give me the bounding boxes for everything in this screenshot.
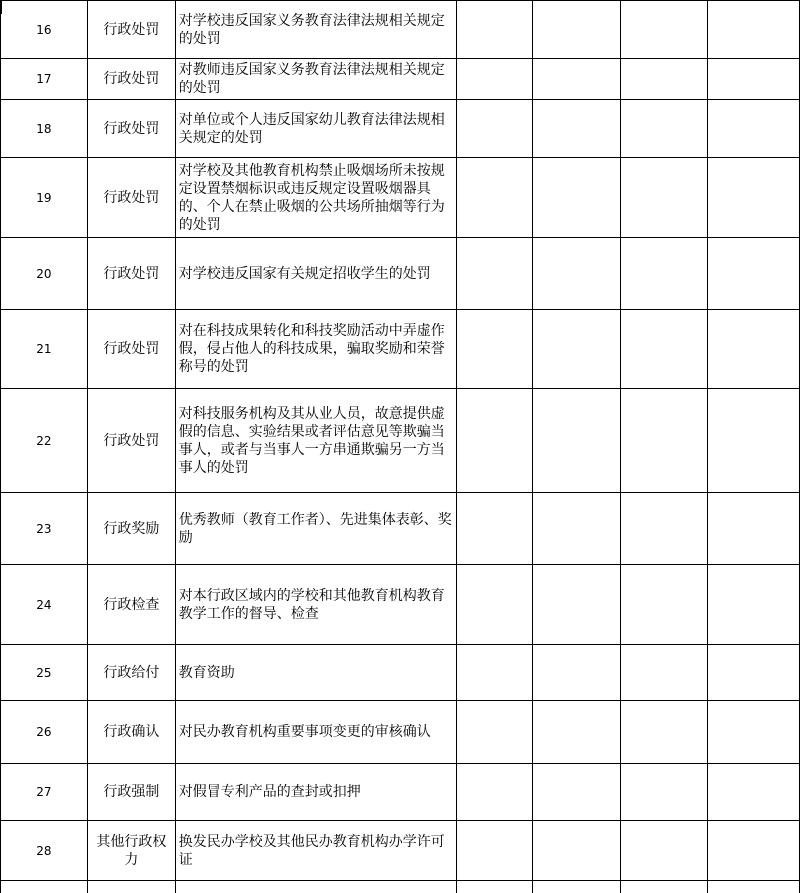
empty-cell[interactable] [621, 565, 708, 645]
empty-cell[interactable] [533, 821, 621, 881]
empty-cell[interactable] [533, 493, 621, 565]
empty-cell[interactable] [533, 565, 621, 645]
empty-cell[interactable] [621, 310, 708, 389]
empty-cell[interactable] [708, 645, 800, 701]
power-type-cell[interactable]: 其他行政权力 [87, 821, 175, 881]
empty-cell[interactable] [457, 764, 533, 821]
power-description-cell[interactable]: 对假冒专利产品的查封或扣押 [175, 764, 457, 821]
empty-cell[interactable] [457, 565, 533, 645]
table-row [1, 493, 800, 565]
empty-cell[interactable] [621, 701, 708, 764]
empty-cell[interactable] [533, 1, 621, 59]
empty-cell[interactable] [621, 764, 708, 821]
power-description-cell[interactable]: 换发民办学校及其他民办教育机构办学许可证 [175, 821, 457, 881]
power-type-cell[interactable]: 行政处罚 [87, 158, 175, 238]
empty-cell[interactable] [621, 493, 708, 565]
table-row [1, 701, 800, 764]
empty-cell[interactable] [457, 389, 533, 493]
empty-cell[interactable] [533, 764, 621, 821]
power-description-cell[interactable]: 对在科技成果转化和科技奖励活动中弄虚作假，侵占他人的科技成果，骗取奖励和荣誉称号的处罚 [175, 310, 457, 389]
empty-cell[interactable] [533, 59, 621, 100]
row-number-cell[interactable]: 22 [1, 389, 88, 493]
empty-cell[interactable] [621, 158, 708, 238]
power-description-cell[interactable]: 对单位或个人违反国家幼儿教育法律法规相关规定的处罚 [175, 100, 457, 158]
table-row [1, 1, 800, 59]
empty-cell[interactable] [621, 100, 708, 158]
table-row [1, 764, 800, 821]
empty-cell[interactable] [533, 100, 621, 158]
empty-cell[interactable] [533, 701, 621, 764]
power-type-cell[interactable]: 行政处罚 [87, 59, 175, 100]
empty-cell[interactable] [708, 493, 800, 565]
power-type-cell[interactable]: 行政给付 [87, 645, 175, 701]
empty-cell[interactable] [533, 645, 621, 701]
empty-cell[interactable] [533, 310, 621, 389]
empty-cell[interactable] [621, 59, 708, 100]
empty-cell[interactable] [175, 881, 457, 893]
table-row [1, 565, 800, 645]
empty-cell[interactable] [621, 645, 708, 701]
empty-cell[interactable] [457, 158, 533, 238]
empty-cell[interactable] [457, 1, 533, 59]
row-number-cell[interactable]: 20 [1, 238, 88, 310]
empty-cell[interactable] [533, 158, 621, 238]
power-description-cell[interactable]: 对学校违反国家有关规定招收学生的处罚 [175, 238, 457, 310]
empty-cell[interactable] [457, 821, 533, 881]
row-number-cell[interactable]: 18 [1, 100, 88, 158]
empty-cell[interactable] [457, 100, 533, 158]
empty-cell[interactable] [708, 238, 800, 310]
empty-cell[interactable] [457, 493, 533, 565]
table-row [1, 881, 800, 893]
table-row [1, 59, 800, 100]
empty-cell[interactable] [621, 389, 708, 493]
row-number-cell[interactable]: 19 [1, 158, 88, 238]
empty-cell[interactable] [533, 389, 621, 493]
power-description-cell[interactable]: 优秀教师（教育工作者）、先进集体表彰、奖励 [175, 493, 457, 565]
power-description-cell[interactable]: 对科技服务机构及其从业人员，故意提供虚假的信息、实验结果或者评估意见等欺骗当事人，或者与当事人一方串通欺骗另一方当事人的处罚 [175, 389, 457, 493]
empty-cell[interactable] [621, 821, 708, 881]
empty-cell[interactable] [621, 1, 708, 59]
power-type-cell[interactable]: 行政奖励 [87, 493, 175, 565]
row-number-cell[interactable]: 25 [1, 645, 88, 701]
empty-cell[interactable] [708, 310, 800, 389]
power-type-cell[interactable]: 行政检查 [87, 565, 175, 645]
empty-cell[interactable] [1, 881, 88, 893]
table-row [1, 645, 800, 701]
empty-cell[interactable] [457, 59, 533, 100]
power-type-cell[interactable]: 行政处罚 [87, 310, 175, 389]
table-row [1, 389, 800, 493]
table-row [1, 310, 800, 389]
table-body [1, 1, 800, 893]
table-row [1, 821, 800, 881]
empty-cell[interactable] [708, 158, 800, 238]
row-number-cell[interactable]: 21 [1, 310, 88, 389]
table-row [1, 238, 800, 310]
row-number-cell[interactable]: 24 [1, 565, 88, 645]
empty-cell[interactable] [708, 881, 800, 893]
empty-cell[interactable] [708, 821, 800, 881]
table-row [1, 100, 800, 158]
empty-cell[interactable] [708, 565, 800, 645]
table-row [1, 158, 800, 238]
empty-cell[interactable] [457, 881, 533, 893]
empty-cell[interactable] [457, 645, 533, 701]
empty-cell[interactable] [708, 1, 800, 59]
empty-cell[interactable] [708, 59, 800, 100]
row-number-cell[interactable]: 26 [1, 701, 88, 764]
power-type-cell[interactable]: 行政处罚 [87, 100, 175, 158]
empty-cell[interactable] [621, 238, 708, 310]
power-description-cell[interactable]: 对学校违反国家义务教育法律法规相关规定的处罚 [175, 1, 457, 59]
empty-cell[interactable] [621, 881, 708, 893]
row-number-cell[interactable]: 27 [1, 764, 88, 821]
row-number-cell[interactable]: 28 [1, 821, 88, 881]
empty-cell[interactable] [457, 701, 533, 764]
empty-cell[interactable] [708, 701, 800, 764]
power-type-cell[interactable]: 行政确认 [87, 701, 175, 764]
empty-cell[interactable] [533, 238, 621, 310]
empty-cell[interactable] [708, 389, 800, 493]
empty-cell[interactable] [708, 764, 800, 821]
row-number-cell[interactable]: 17 [1, 59, 88, 100]
power-type-cell[interactable]: 行政处罚 [87, 238, 175, 310]
power-type-cell[interactable]: 行政处罚 [87, 1, 175, 59]
power-description-cell[interactable]: 对民办教育机构重要事项变更的审核确认 [175, 701, 457, 764]
empty-cell[interactable] [87, 881, 175, 893]
empty-cell[interactable] [457, 238, 533, 310]
empty-cell[interactable] [708, 100, 800, 158]
power-description-cell[interactable]: 对学校及其他教育机构禁止吸烟场所未按规定设置禁烟标识或违反规定设置吸烟器具的、个人在禁止吸烟的公共场所抽烟等行为的处罚 [175, 158, 457, 238]
power-description-cell[interactable]: 教育资助 [175, 645, 457, 701]
power-type-cell[interactable]: 行政处罚 [87, 389, 175, 493]
row-number-cell[interactable]: 23 [1, 493, 88, 565]
power-type-cell[interactable]: 行政强制 [87, 764, 175, 821]
power-description-cell[interactable]: 对本行政区域内的学校和其他教育机构教育教学工作的督导、检查 [175, 565, 457, 645]
empty-cell[interactable] [533, 881, 621, 893]
power-description-cell[interactable]: 对教师违反国家义务教育法律法规相关规定的处罚 [175, 59, 457, 100]
empty-cell[interactable] [457, 310, 533, 389]
row-number-cell[interactable]: 16 [1, 1, 88, 59]
